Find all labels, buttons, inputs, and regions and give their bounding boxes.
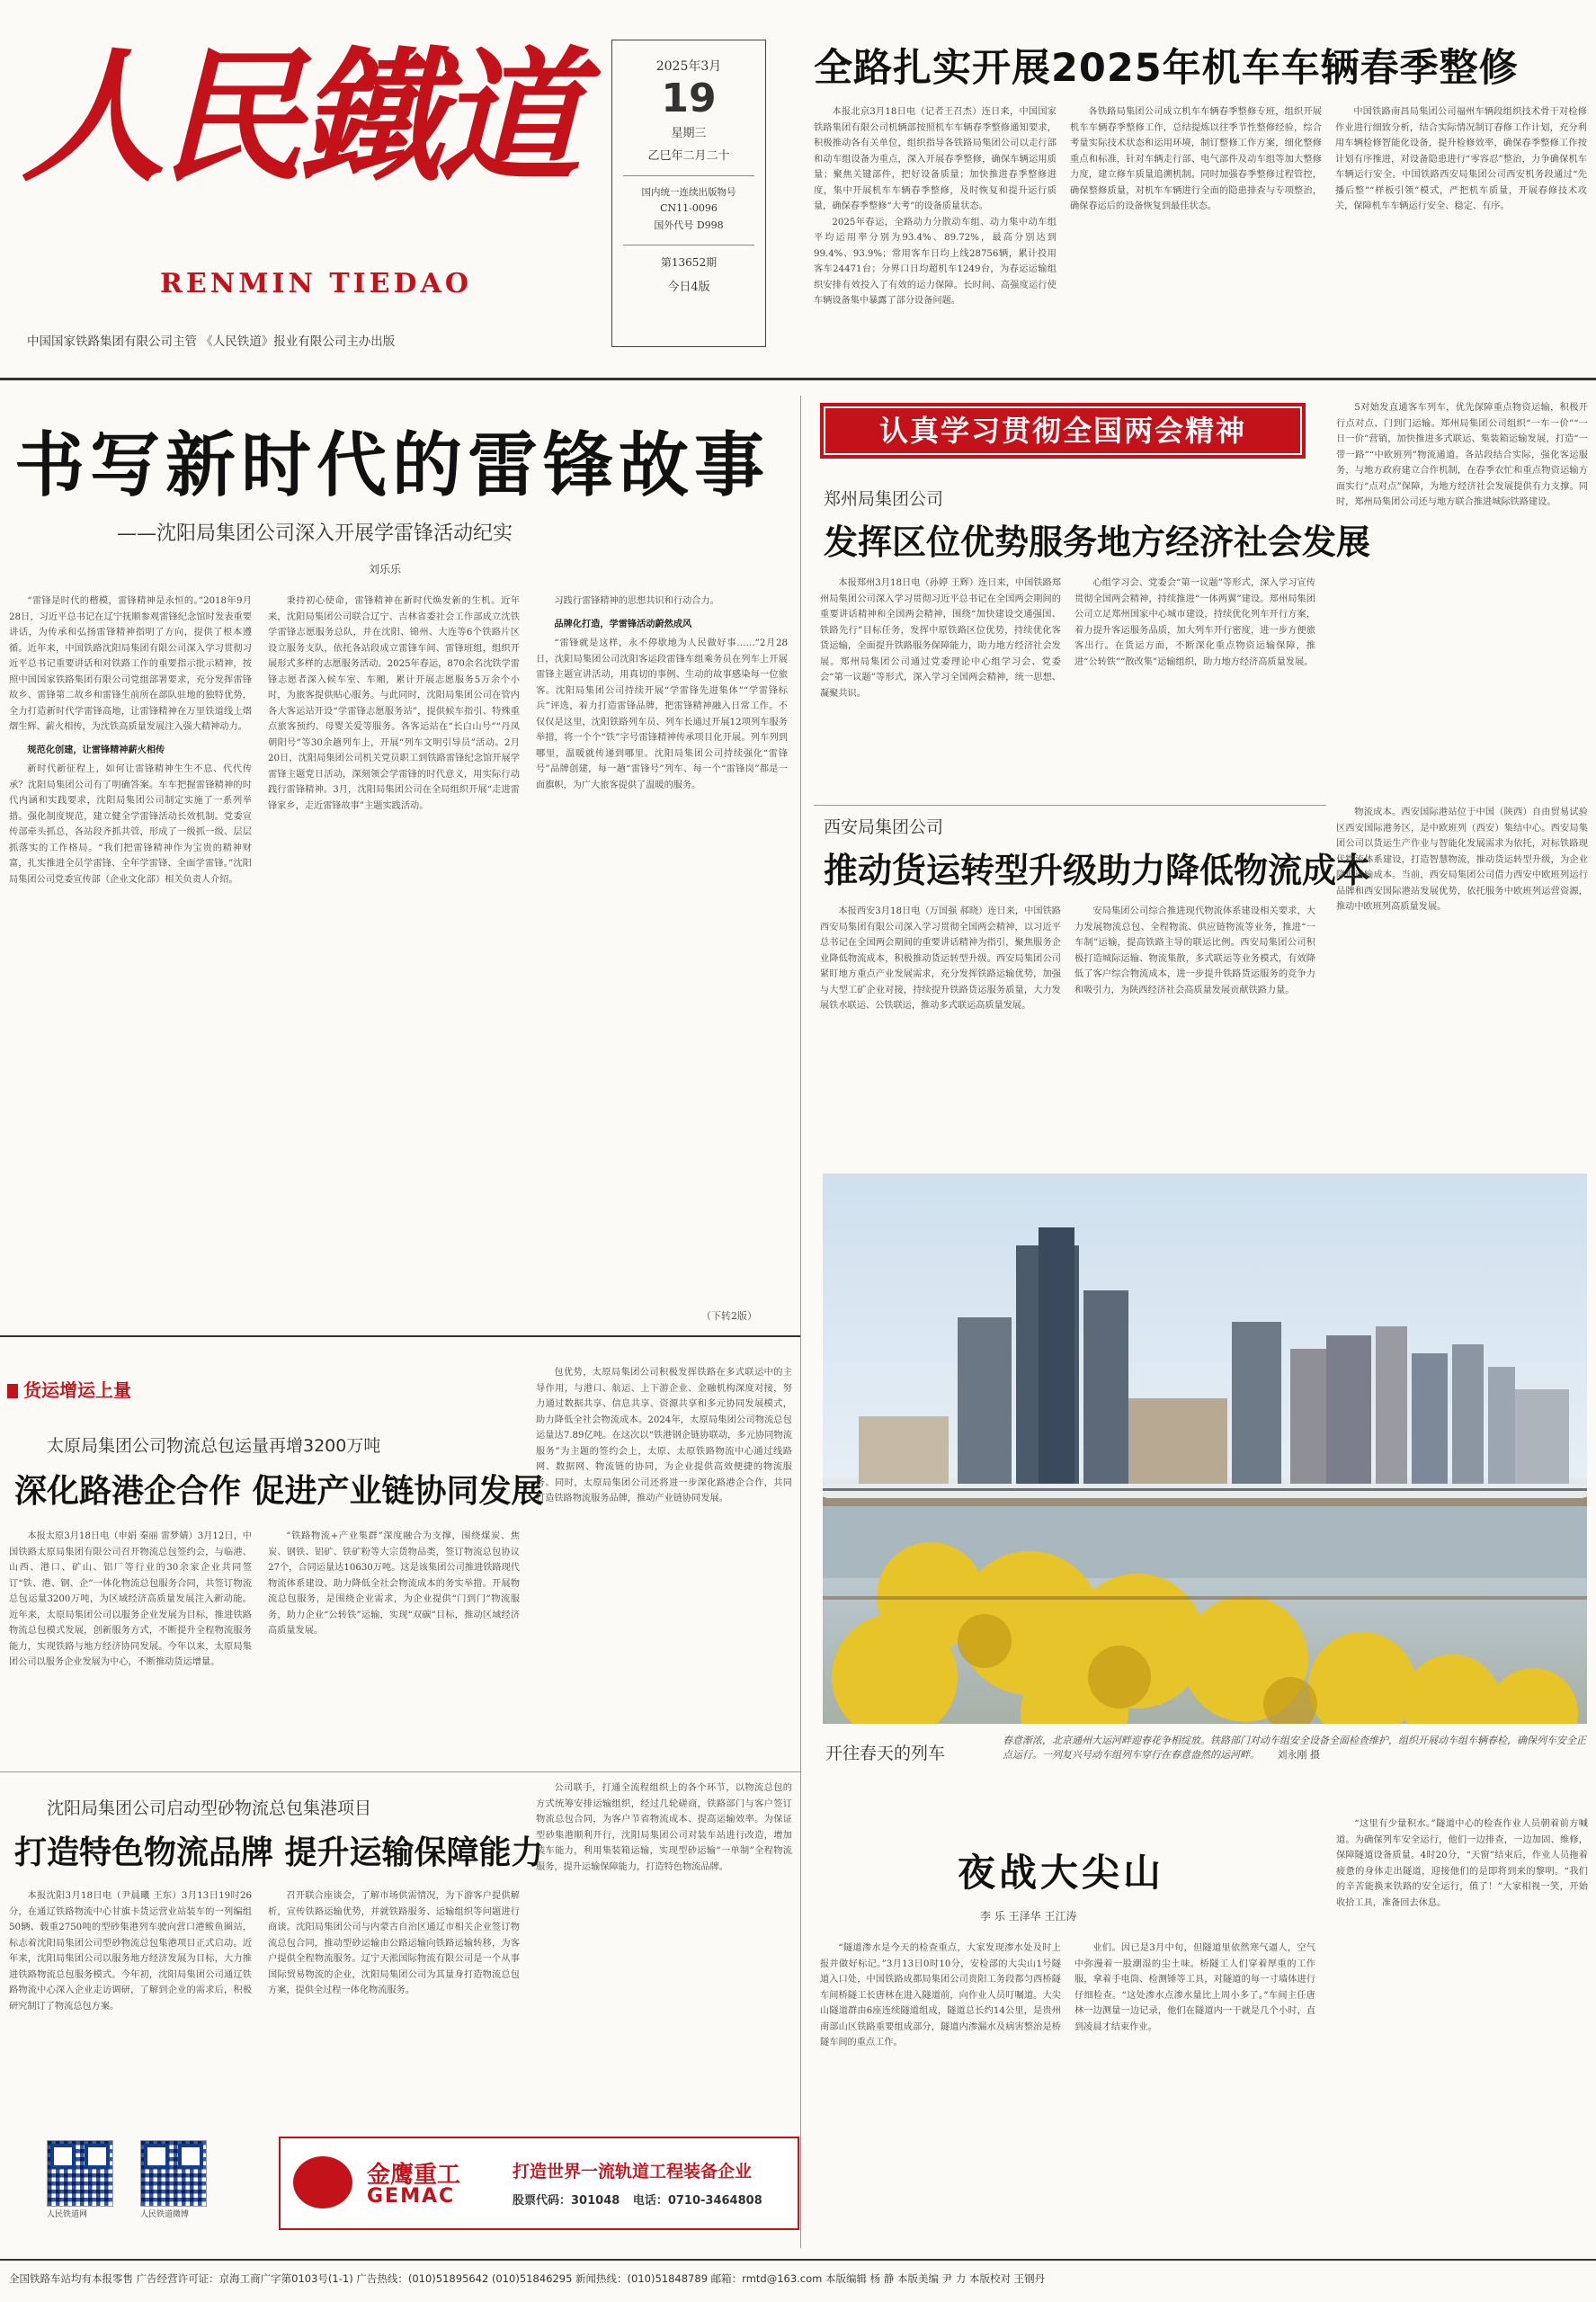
lead-para: “雷锋就是这样，永不停歇地为人民做好事……”2月28日，沈阳局集团公司沈阳客运段雷锋车组乘务员在列车上开展雷锋主题宣讲活动，用真切的事例、生动的故事感染每一位旅客。沈阳局集团公司持续开展“学雷锋先进集体”“学雷锋标兵”评选，着力打造雷锋品牌，把雷锋精神融入日常工作。不仅仅是这里，沈阳铁路列车员、列车长通过开展12项列车服务举措，将一个个“铁”字号雷锋精神传承项目化开展。列车列到哪里，温暖就传递到哪里。沈阳局集团公司持续强化“雷锋号”品牌创建，每一趟“雷锋号”列车、每一个“雷锋岗”都是一面旗帜，为广大旅客提供了温暖的服务。 (536, 638, 788, 790)
qr-label: 人民铁道微博 (140, 2210, 190, 2219)
continued-note: （下转2版） (701, 1310, 757, 1322)
ad-logo-icon (293, 2156, 352, 2208)
theme-banner-text: 认真学习贯彻全国两会精神 (878, 414, 1246, 448)
freight-section-label: 货运增运上量 (23, 1379, 131, 1401)
shenyang-para: 公司联手，打通全流程组织上的各个环节，以物流总包的方式统筹安排运输组织，经过几轮磋商，铁路部门与客户签订物流总包合同，为客户节省物流成本、提高运输效率。为保证型砂集港顺利开行，沈阳局集团公司对装车站进行改造，增加装车能力，利用集装箱运输，实现型砂运输“一单制”全程物流服务，提升运输保障能力，打造特色物流品牌。 (536, 1783, 792, 1872)
issue-number: 第13652期 (660, 256, 718, 269)
photo-caption-text: 春意渐浓，北京通州大运河畔迎春花争相绽放。铁路部门对动车组安全设备全面检查维护，组织开展动车组车辆春检，确保列车安全正点运行。一列复兴号动车组列车穿行在春意盎然的运河畔。 (1003, 1735, 1586, 1761)
shenyang-col-1 (9, 1888, 252, 2131)
top-story-para: 各铁路局集团公司成立机车车辆春季整修专班，组织开展机车车辆春季整修工作，总结提炼以往季节性整修经验，综合考量实际技术状态和运用环境，制订整修工作方案，细化整修重点和标准，针对车辆走行部、电气部件及动车组等加大整修力度，建立修车质量追溯机制。同时加强春季整修过程管控，确保整修质量，对机车车辆进行全面的隐患排查与专项整治，确保春运后的设备恢复到最佳状态。 (1070, 107, 1322, 211)
zhengzhou-col-2 (1074, 576, 1315, 796)
shenyang-kicker: 沈阳局集团公司启动型砂物流总包集港项目 (47, 1798, 372, 1818)
footer-rule (0, 2259, 1596, 2261)
shenyang-headline: 打造特色物流品牌 提升运输保障能力 (14, 1834, 544, 1871)
qr-code (140, 2140, 207, 2207)
shenyang-col-2 (268, 1888, 520, 2131)
section-marker-icon (7, 1384, 18, 1398)
top-story-col-1 (814, 104, 1057, 365)
freight-section-tag (7, 1376, 131, 1402)
column-divider (800, 396, 801, 2248)
lead-subhead: ——沈阳局集团公司深入开展学雷锋活动纪实 (117, 522, 513, 545)
shenyang-col-3 (536, 1780, 792, 2131)
section-divider (0, 1335, 800, 1337)
ad-phone-label: 电话： (632, 2194, 668, 2208)
domestic-code-label: 国内统一连续出版物号 (641, 187, 736, 198)
zhengzhou-para: 心组学习会、党委会“第一议题”等形式，深入学习宣传贯彻全国两会精神，持续推进“一体两翼”建设。郑州局集团公司立足郑州国家中心城市建设，持续优化列车开行方案，着力提升客运服务品质，加大列车开行密度，进一步方便旅客出行。在货运方面，不断深化重点物资运输保障，推进“公转铁”“散改集”运输组织，助力地方经济高质量发展。 (1074, 578, 1315, 667)
theme-banner (820, 403, 1306, 459)
footer-info: 全国铁路车站均有本报零售 广告经营许可证：京海工商广字第0103号(1-1) 广告热线：(010)51895642 (010)51846295 新闻热线：(010)51848789 邮箱：rmtd@163.com 本版编辑 杨 静 本版美编 尹 力 本版校对 王钢丹 (9, 2272, 1046, 2285)
zhengzhou-col-3 (1336, 400, 1588, 796)
date-day: 19 (661, 76, 717, 121)
lead-subheading: 规范化创建，让雷锋精神薪火相传 (27, 745, 165, 755)
ad-phone: 0710-3464808 (667, 2194, 762, 2208)
photo-scene (823, 1173, 1587, 1724)
taiyuan-kicker: 太原局集团公司物流总包运量再增3200万吨 (47, 1436, 381, 1456)
lead-para: “雷锋是时代的楷模，雷锋精神是永恒的。”2018年9月28日，习近平总书记在辽宁抚顺参观雷锋纪念馆时发表重要讲话，为传承和弘扬雷锋精神指明了方向，提供了根本遵循。近年来，中国铁路沈阳局集团有限公司深入学习贯彻习近平总书记重要讲话和对铁路工作的重要指示批示精神，按照中国国家铁路集团有限公司党组部署要求，充分发挥雷锋故乡、雷锋第二故乡和雷锋生前所在部队驻地的独特优势，全力打造新时代学雷锋高地，让雷锋精神在万里铁道线上熠熠生辉、薪火相传，为沈铁高质量发展注入强大精神动力。 (9, 596, 252, 732)
xian-headline: 推动货运转型升级助力降低物流成本 (824, 850, 1371, 890)
lead-col-2 (268, 593, 520, 1331)
pages-today: 今日4版 (667, 281, 710, 294)
shenyang-para: 本报沈阳3月18日电（尹晨曦 王东）3月13日19时26分，在通辽铁路物流中心甘旗卡货运营业站装车的一列编组50辆、载重2750吨的型砂集港列车驶向营口港鲅鱼圈站，标志着沈阳局集团公司型砂物流总包集港项目正式启动。近年来，沈阳局集团公司以服务地方经济发展为目标，大力推进铁路物流总包服务模式。今年初，沈阳局集团公司通辽铁路物流中心深入企业走访调研，了解到企业的需求后，积极研究制订了物流总包方案。 (9, 1891, 252, 2012)
zhengzhou-kicker: 郑州局集团公司 (824, 489, 944, 509)
qr-label: 人民铁道网 (47, 2210, 88, 2219)
top-story-col-2 (1070, 104, 1322, 365)
xian-col-1 (820, 904, 1061, 1120)
lunar-date: 乙巳年二月二十 (647, 149, 730, 163)
taiyuan-headline: 深化路港企合作 促进产业链协同发展 (14, 1472, 544, 1510)
taiyuan-para: 本报太原3月18日电（申娟 秦丽 雷梦婧）3月12日，中国铁路太原局集团有限公司召开物流总包签约会，与临港、山西、港口、矿山、铝厂等行业的30余家企业共同签订“铁、港、钢、企”一体化物流总包服务合同，共签订物流总包运量3200万吨，为区域经济高质量发展注入新动能。近年来，太原局集团公司以服务企业发展为目标，推进铁路物流总包模式发展，创新服务方式，不断提升全程物流服务能力，实现铁路与地方经济协同发展。今年以来，太原局集团公司以服务企业发展为中心，不断推动货运增量。 (9, 1531, 252, 1667)
date-box (611, 40, 766, 347)
xian-para: 物流成本。西安国际港站位于中国（陕西）自由贸易试验区西安国际港务区，是中欧班列（西安）集结中心。西安局集团公司以货运生产作业与智能化发展需求为依托，对标铁路现代物流体系建设，打造智慧物流，推动货运转型升级，为企业降低运输成本。当前，西安局集团公司借力西安中欧班列运行品牌和西安国际港站发展优势，依托服务中欧班列运营资源，推动中欧班列高质量发展。 (1336, 807, 1588, 912)
top-story-headline: 全路扎实开展2025年机车车辆春季整修 (814, 46, 1519, 91)
lead-para: 习践行雷锋精神的思想共识和行动合力。 (554, 596, 719, 606)
taiyuan-para: 包优势，太原局集团公司积极发挥铁路在多式联运中的主导作用，与港口、航运、上下游企业、金融机构深度对接，努力通过数据共享、信息共享、资源共享和多元协同发展模式，助力降低全社会物流成本。2024年，太原局集团公司物流总包运量达7.89亿吨。在这次以“铁港钢企链协联动，多元协同物流服务”为主题的签约会上，太原、太原铁路物流中心通过线路网、数据网、物流链的协同，为企业提供高效便捷的物流服务。同时，太原局集团公司还将进一步深化路港企合作，共同打造铁路物流服务品牌，推动产业链协同发展。 (536, 1368, 792, 1503)
masthead-divider (0, 378, 1596, 380)
top-story-col-3 (1335, 104, 1587, 365)
domestic-code: CN11-0096 (660, 202, 718, 214)
qr-code (47, 2140, 113, 2207)
ad-stock-label: 股票代码： (513, 2194, 572, 2208)
masthead-logo: 人民鐵道 (22, 32, 576, 201)
top-story-para: 中国铁路南昌局集团公司福州车辆段组织技术骨干对检修作业进行细致分析，结合实际情况制订春修工作计划，充分利用车辆检修智能化设备，提升检修效率，确保春季整修工作按计划有序推进，对设备隐患进行“零容忍”整治，力争确保机车车辆运行安全。中国铁路西安局集团公司西安机务段通过“先播后整”“样板引领”模式，严把机车质量，开展春修技术攻关，保障机车车辆运行安全、稳定、有序。 (1335, 107, 1587, 211)
night-col-2 (1074, 1941, 1315, 2251)
foreign-code-label: 国外代号 (654, 219, 694, 231)
ad-slogan: 打造世界一流轨道工程装备企业 (513, 2162, 753, 2182)
xian-col-3 (1336, 805, 1588, 1120)
shenyang-para: 召开联合座谈会，了解市场供需情况，为下游客户提供解析，宣传铁路运输优势，并就铁路服务、运输组织等问题进行商谈。沈阳局集团公司与内蒙古自治区通辽市相关企业签订物流总包合同，推动型砂运输由公路运输向铁路运输转移，为客户提供全程物流服务。辽宁天淞国际物流有限公司是一个从事国际贸易物流的企业，沈阳局集团公司为其量身打造物流总包方案，提供全过程一体化物流服务。 (268, 1891, 520, 1995)
lead-subheading: 品牌化打造，学雷锋活动蔚然成风 (554, 619, 692, 629)
story-divider (814, 805, 1326, 806)
lead-headline: 书写新时代的雷锋故事 (14, 425, 771, 506)
lead-byline: 刘乐乐 (369, 563, 402, 576)
taiyuan-col-1 (9, 1529, 252, 1758)
lead-col-1 (9, 593, 252, 1331)
ad-stock-code: 301048 (571, 2194, 620, 2208)
date-year-month: 2025年3月 (655, 59, 722, 74)
zhengzhou-col-1 (820, 576, 1061, 796)
taiyuan-para: “铁路物流+产业集群”深度融合为支撑，围绕煤炭、焦炭、钢铁、铝矿、铁矿粉等大宗货物品类，签订物流总包协议27个，合同运量达10630万吨。这是该集团公司推进铁路现代物流体系建设、助力降低全社会物流成本的务实举措。开展物流总包服务，是围绕企业需求，为企业提供“门到门”物流服务，助力企业“公转铁”运输，实现“双碳”目标，推动区域经济高质量发展。 (268, 1531, 520, 1636)
lead-para: 新时代新征程上，如何让雷锋精神生生不息、代代传承？沈阳局集团公司有了明确答案。车车把握雷锋精神的时代内涵和实践要求，沈阳局集团公司制定实施了一系列举措。强化制度规范，建立健全学雷锋活动长效机制。党委宣传部牵头抓总，各站段齐抓共管，形成了一级抓一级、层层抓落实的工作格局。“我们把雷锋精神作为宝贵的精神财富，扎实推进全员学雷锋、全年学雷锋、全面学雷锋。”沈阳局集团公司党委宣传部（企业文化部）相关负责人介绍。 (9, 764, 252, 885)
zhengzhou-headline: 发挥区位优势服务地方经济社会发展 (824, 522, 1371, 562)
zhengzhou-para: 本报郑州3月18日电（孙婷 王辉）连日来，中国铁路郑州局集团公司深入学习贯彻习近平总书记在全国两会期间的重要讲话精神和全国两会精神，围绕“加快建设交通强国、铁路先行”目标任务，发挥中原铁路区位优势，持续优化客货运输，全面提升铁路服务保障能力，助力地方经济社会发展。郑州局集团公司通过党委理论中心组学习会、党委会“第一议题”等形式，深入学习全国两会精神，统一思想、凝聚共识。 (820, 578, 1061, 699)
ad-brand-cn: 金鹰重工 (367, 2162, 461, 2189)
taiyuan-col-3 (536, 1365, 792, 1758)
top-story-para: 2025年春运，全路动力分散动车组、动力集中动车组平均运用率分别为93.4%、89.72%，最高分别达到99.4%、93.9%；常用客车日均上线28756辆，累计投用客车24471台；分界口日均超机车1249台，为春运运输组织安排有效投入了有效的运力保障。长时间、高强度运行使车辆设备集中暴露了部分设备问题。 (814, 217, 1057, 306)
masthead-publisher: 中国国家铁路集团有限公司主管 《人民铁道》报业有限公司主办出版 (27, 335, 396, 349)
ad-brand-en: GEMAC (367, 2185, 456, 2208)
lead-col-3 (536, 593, 788, 1304)
ad-banner (279, 2137, 799, 2230)
masthead-pinyin: RENMIN TIEDAO (160, 268, 472, 299)
zhengzhou-para: 5对始发直通客车列车，优先保障重点物资运输，积极开行点对点、门到门运输。郑州局集团公司组织“一车一价”“一日一价”营销，加快推进多式联运、集装箱运输发展，打造“一带一路”“中欧班列”物流通道。各站段结合实际，强化客运服务，与地方政府建立合作机制，在春季农忙和重点物资运输方面实行“点对点”保障，为地方经济社会发展提供有力支撑。同时，郑州局集团公司还与地方联合推进城际铁路建设。 (1336, 403, 1588, 507)
night-para: “隧道渗水是今天的检查重点，大家发现渗水处及时上报并做好标记。”3月13日0时10分，安检部的大尖山1号隧道入口处，中国铁路成都局集团公司贵阳工务段都匀西桥隧车间桥隧工长唐林在进入隧道前，向作业人员叮嘱道。大尖山隧道群由6座连续隧道组成，隧道总长约14公里，是贵州南部山区铁路重要组成部分，隧道内渗漏水及病害整治是桥隧车间的重点工作。 (820, 1943, 1061, 2048)
xian-col-2 (1074, 904, 1315, 1120)
night-byline: 李 乐 王泽华 王江涛 (980, 1910, 1077, 1923)
photo-title: 开往春天的列车 (825, 1744, 946, 1763)
night-para: 业们。因已是3月中旬，但隧道里依然寒气逼人，空气中弥漫着一股潮湿的尘土味。桥隧工人们穿着厚重的工作服，拿着手电筒、检测锤等工具，对隧道的每一寸墙体进行仔细检查。“这处渗水点渗水量比上周小多了。”车间主任唐林一边测量一边记录，他们在隧道内一干就是几个小时，直到凌晨才结束作业。 (1074, 1943, 1315, 2032)
photo-caption (1003, 1734, 1587, 1762)
story-divider (0, 1771, 800, 1772)
xian-kicker: 西安局集团公司 (824, 817, 944, 837)
train-photo (823, 1173, 1587, 1724)
weekday: 星期三 (671, 127, 707, 140)
taiyuan-col-2 (268, 1529, 520, 1758)
xian-para: 本报西安3月18日电（万国强 郝晓）连日来，中国铁路西安局集团有限公司深入学习贯彻全国两会精神，以习近平总书记在全国两会期间的重要讲话精神为指引，聚焦服务企业降低物流成本，积极推动货运转型升级。西安局集团公司紧盯地方重点产业发展需求，充分发挥铁路运输优势，加强与大型工矿企业对接，持续提升铁路货运服务质量，大力发展铁水联运、公铁联运，推动多式联运高质量发展。 (820, 906, 1061, 1011)
top-story-para: 本报北京3月18日电（记者王召杰）连日来，中国国家铁路集团有限公司机辆部按照机车车辆春季整修通知要求，积极推动各有关单位，组织指导各铁路局集团公司以走行部和动车组设备为重点，深入开展春季整修，确保车辆运用质量；聚焦关键部件，把好设备质量；加快推进春季整修进度，集中开展机车车辆春季整修，及时恢复和提升运行质量，确保春季整修“大考”的设备质量状态。 (814, 107, 1057, 211)
night-col-1 (820, 1941, 1061, 2251)
lead-para: 秉持初心使命，雷锋精神在新时代焕发新的生机。近年来，沈阳局集团公司联合辽宁、吉林省委社会工作部成立沈铁学雷锋志愿服务总队，并在沈阳、锦州、大连等6个铁路片区设立服务支队，依托各站段成立雷锋车间、雷锋班组，组织开展形式多样的志愿服务活动。2025年春运，870余名沈铁学雷锋志愿者深入候车室、车厢，累计开展志愿服务5万余个小时，为旅客提供贴心服务。与此同时，沈阳局集团公司在管内各大客运站开设“学雷锋志愿服务站”，提供候车指引、特殊重点旅客预约、母婴关爱等服务。各客运站在“长白山号”“丹凤朝阳号”等30余趟列车上，开展“列车文明引导员”活动。2月20日，沈阳局集团公司机关党员职工到铁路雷锋纪念馆开展学雷锋主题党日活动，深刻领会学雷锋的时代意义，用实际行动践行雷锋精神。3月，沈阳局集团公司在全局组织开展“走进雷锋家乡，走近雷锋故事”主题实践活动。 (268, 596, 520, 811)
night-headline: 夜战大尖山 (958, 1851, 1165, 1895)
night-para: “这里有少量积水。”隧道中心的检查作业人员朝着前方喊道。为确保列车安全运行，他们一边排查，一边加固、维修，保障隧道设备质量。4时20分，“天窗”结束后，作业人员拖着疲惫的身体走出隧道，迎接他们的是即将到来的黎明。“我们的辛苦能换来铁路的安全运行，值了！”大家相视一笑，开始收拾工具，准备回去休息。 (1336, 1819, 1588, 1908)
night-col-3 (1336, 1816, 1588, 2251)
foreign-code: D998 (696, 219, 724, 231)
xian-para: 安局集团公司综合推进现代物流体系建设相关要求，大力发展物流总包、全程物流、供应链物流等业务，推进“一车制”运输，提高铁路主导的联运比例。西安局集团公司积极打造城际运输、物流集散，多式联运等业务模式，有效降低了客户综合物流成本，进一步提升铁路货运服务的竞争力和吸引力，为陕西经济社会高质量发展贡献铁路力量。 (1074, 906, 1315, 995)
photo-credit: 刘永刚 摄 (1277, 1749, 1320, 1761)
